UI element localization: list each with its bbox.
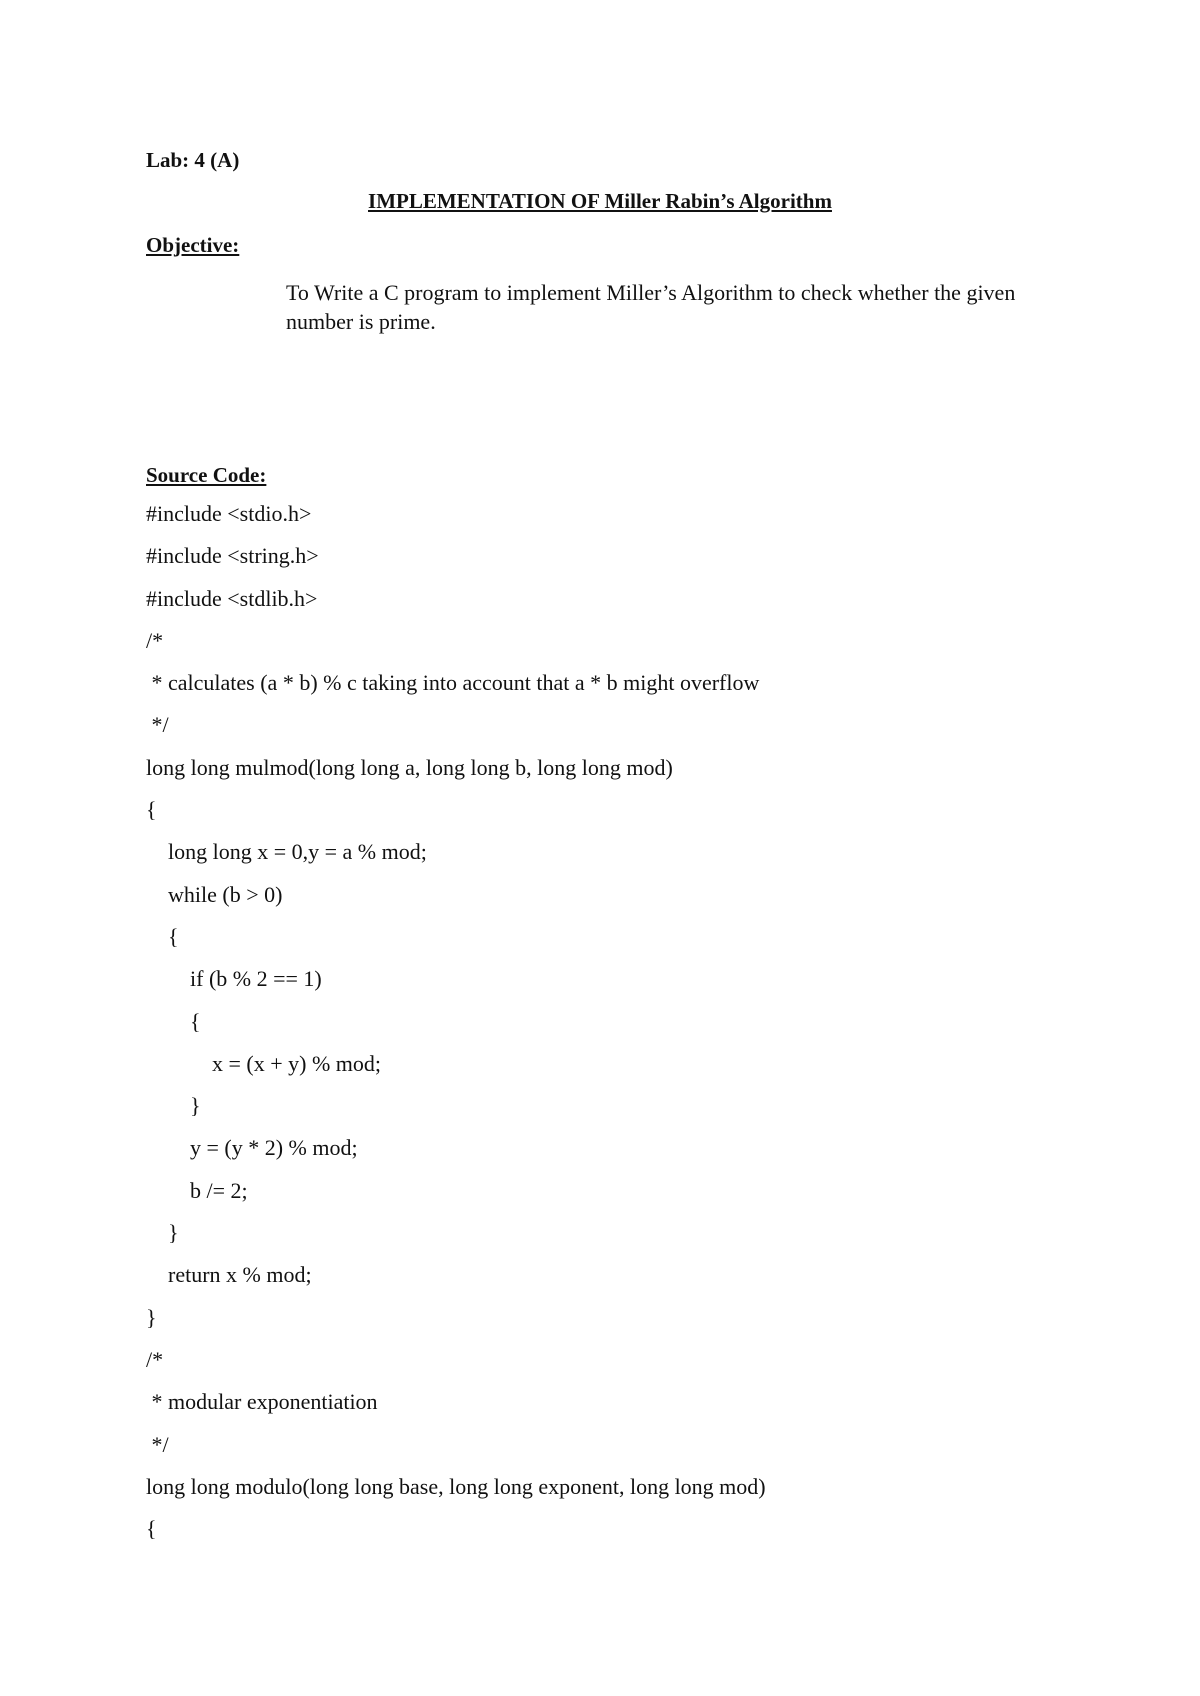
- code-line: /*: [146, 1346, 164, 1372]
- code-line: y = (y * 2) % mod;: [146, 1135, 358, 1161]
- code-line: #include <stdlib.h>: [146, 585, 318, 611]
- lab-label: Lab: 4 (A): [146, 148, 240, 172]
- objective-heading: Objective:: [146, 233, 240, 257]
- code-line: {: [146, 1516, 157, 1542]
- code-line: if (b % 2 == 1): [146, 966, 322, 992]
- code-line: * calculates (a * b) % c taking into account that a * b might overflow: [146, 670, 760, 696]
- code-line: /*: [146, 627, 164, 653]
- code-line: long long mulmod(long long a, long long b, long long mod): [146, 754, 673, 780]
- objective-text: To Write a C program to implement Miller’s Algorithm to check whether the given number is prime.: [286, 280, 1016, 334]
- source-code-block: [146, 498, 1106, 1555]
- code-line: }: [146, 1093, 201, 1119]
- code-line: * modular exponentiation: [146, 1389, 378, 1415]
- code-line: while (b > 0): [146, 881, 283, 907]
- code-line: x = (x + y) % mod;: [146, 1050, 382, 1076]
- code-line: return x % mod;: [146, 1262, 312, 1288]
- source-code-heading: Source Code:: [146, 463, 267, 487]
- code-line: }: [146, 1304, 157, 1330]
- code-line: {: [146, 1008, 201, 1034]
- code-line: #include <stdio.h>: [146, 501, 312, 526]
- code-line: }: [146, 1220, 179, 1246]
- code-line: */: [146, 712, 169, 738]
- code-line: */: [146, 1431, 169, 1457]
- code-line: {: [146, 797, 157, 823]
- code-line: #include <string.h>: [146, 543, 319, 569]
- code-line: {: [146, 923, 179, 949]
- code-line: long long x = 0,y = a % mod;: [146, 839, 427, 865]
- code-line: long long modulo(long long base, long long exponent, long long mod): [146, 1473, 766, 1499]
- document-title: IMPLEMENTATION OF Miller Rabin’s Algorithm: [368, 189, 832, 213]
- code-line: b /= 2;: [146, 1177, 248, 1203]
